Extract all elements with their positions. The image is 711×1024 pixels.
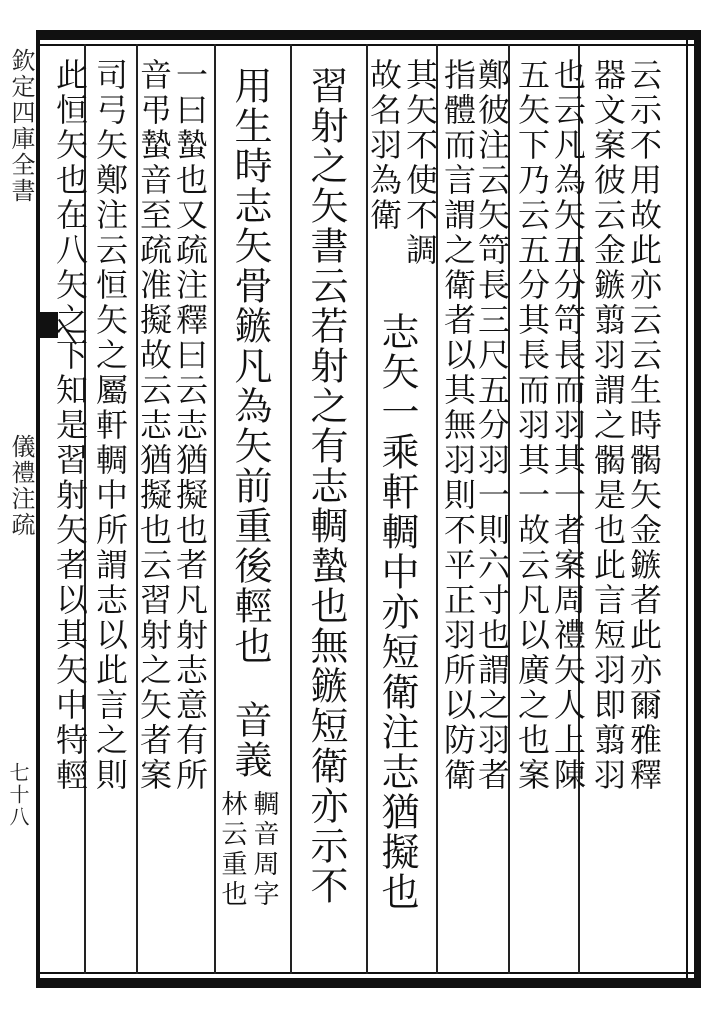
text-column-8: 故名羽為衛: [365, 58, 403, 233]
text-column-10: 用生時志矢骨鏃凡為矢前重後輕也: [228, 66, 272, 666]
text-column-5: 鄭彼注云矢笴長三尺五分羽一則六寸也謂之羽者: [473, 58, 511, 793]
text-column-13: 司弓矢鄭注云恒矢之屬軒輖中所謂志以此言之則: [91, 58, 129, 793]
text-column-12: 音弔蟄音至疏准擬故云志猶擬也云習射之矢者案: [135, 58, 173, 793]
book-label: 儀禮注疏: [7, 434, 35, 538]
annotation-right: 輖音周字: [249, 790, 279, 910]
text-column-1: 云示不用故此亦云云生時𩩲矢金鏃者此亦爾雅釋: [625, 58, 663, 793]
text-column-10-yinyi: 音義: [228, 700, 272, 780]
annotation-left: 林云重也: [217, 790, 247, 910]
frame-top-border: [38, 30, 700, 40]
text-column-2: 器文案彼云金鏃翦羽謂之𩩲是也此言短羽即翦羽: [589, 58, 627, 793]
page-number: 七十八: [6, 762, 30, 828]
text-column-11: 一曰蟄也又疏注釋曰云志猶擬也者凡射志意有所: [171, 58, 209, 793]
frame-right-inner-border: [686, 30, 688, 988]
text-column-14: 此恒矢也在八矢之下知是習射矢者以其矢中特輕: [51, 58, 89, 793]
text-column-6: 指體而言謂之衛者以其無羽則不平正羽所以防衛: [439, 58, 477, 793]
text-column-9: 習射之矢書云若射之有志輖蟄也無鏃短衛亦示不: [304, 66, 348, 906]
text-column-7-main: 志矢一乘軒輖中亦短衛注志猶擬也: [375, 312, 419, 912]
text-column-4: 五矢下乃云五分其長而羽其一故云凡以廣之也案: [513, 58, 551, 793]
text-column-7-small: 其矢不使不調: [401, 58, 439, 268]
column-rule: [290, 44, 292, 974]
frame-right-border: [694, 30, 701, 988]
margin-column: [0, 46, 36, 972]
frame-bottom-border: [38, 978, 700, 988]
column-rule: [214, 44, 216, 974]
collection-label: 欽定四庫全書: [7, 48, 35, 204]
text-column-3: 也云凡為矢五分笴長而羽其一者案周禮矢人上陳: [549, 58, 587, 793]
